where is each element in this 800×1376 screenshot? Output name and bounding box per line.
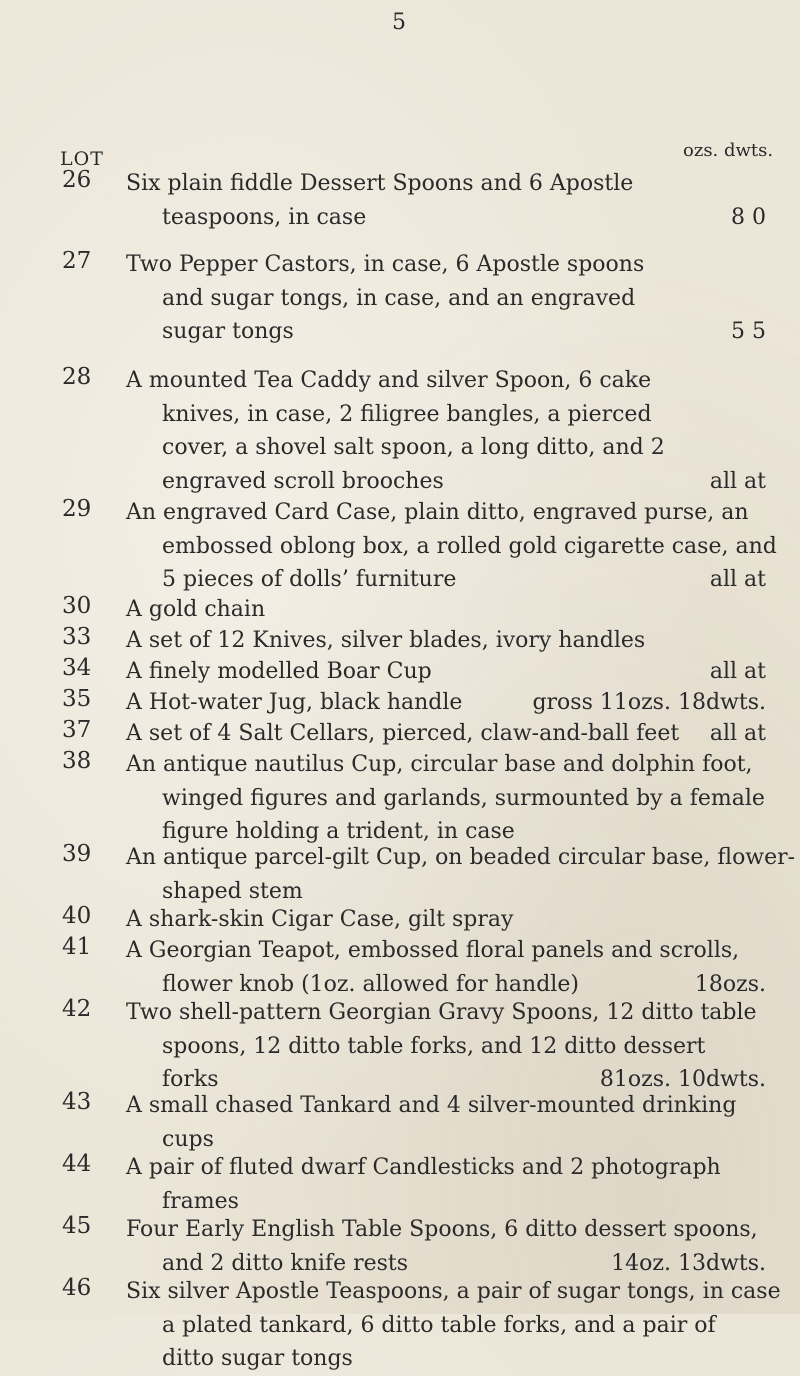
lot-price: 81ozs. 10dwts. [599,1067,766,1092]
description-line: A small chased Tankard and 4 silver-mounted drinking [126,1093,737,1118]
description-line: A set of 4 Salt Cellars, pierced, claw-and-ball feet [126,721,680,746]
description-line: Two shell-pattern Georgian Gravy Spoons, 12 ditto table [126,1000,757,1025]
lot-number: 37 [62,717,92,743]
lot-number: 38 [62,748,92,774]
description-line: A finely modelled Boar Cup [126,659,432,684]
page-number: 5 [392,10,406,35]
lot-number: 39 [62,841,92,867]
lot-number: 42 [62,996,92,1022]
description-line: A gold chain [126,597,266,622]
lot-number: 41 [62,934,92,960]
lot-price: 18ozs. [694,971,766,997]
lot-price: all at [709,567,766,592]
lot-price: 8 0 [731,204,766,230]
description-line: a plated tankard, 6 ditto table forks, and a pair of [162,1312,716,1338]
lot-number: 27 [62,248,92,274]
description-line: A Hot-water Jug, black handle [126,690,463,715]
lot-number: 45 [62,1213,92,1239]
description-line: Six silver Apostle Teaspoons, a pair of sugar tongs, in case [126,1279,781,1304]
description-line: frames [162,1188,239,1214]
lot-price: gross 11ozs. 18dwts. [532,690,766,715]
lot-description [126,593,766,627]
lot-description [126,496,777,597]
lot-number: 30 [62,593,92,619]
lot-description [126,996,766,1097]
description-line: spoons, 12 ditto table forks, and 12 ditto dessert [162,1033,706,1059]
description-line: figure holding a trident, in case [162,819,515,844]
description-line: Four Early English Table Spoons, 6 ditto dessert spoons, [126,1217,758,1242]
lot-price: all at [709,468,766,494]
units-column-heading: ozs. dwts. [683,140,774,161]
description-line: teaspoons, in case [162,204,367,230]
description-line: and 2 ditto knife rests [162,1250,409,1276]
description-line: A mounted Tea Caddy and silver Spoon, 6 cake [126,368,652,393]
description-line: An antique nautilus Cup, circular base and dolphin foot, [126,752,753,777]
description-line: flower knob (1oz. allowed for handle) [162,971,579,997]
description-line: cover, a shovel salt spoon, a long ditto, and 2 [162,435,665,460]
description-line: shaped stem [162,878,303,904]
description-line: A shark-skin Cigar Case, gilt spray [126,907,514,932]
lot-description [126,1275,781,1376]
lot-column-heading: LOT [60,148,104,170]
description-line: Six plain fiddle Dessert Spoons and 6 Apostle [126,171,634,196]
lot-price: 14oz. 13dwts. [611,1250,766,1276]
description-line: knives, in case, 2 filigree bangles, a pierced [162,401,652,427]
description-line: 5 pieces of dolls’ furniture [162,567,457,592]
lot-price: all at [709,659,766,684]
lot-description [126,1213,766,1280]
description-line: A Georgian Teapot, embossed floral panels and scrolls, [126,938,740,963]
lot-description [126,841,796,908]
lot-description [126,686,766,720]
lot-description [126,748,766,849]
description-line: and sugar tongs, in case, and an engraved [162,285,636,311]
lot-description [126,624,766,658]
lot-description [126,167,766,234]
lot-number: 29 [62,496,92,522]
description-line: sugar tongs [162,319,294,344]
description-line: embossed oblong box, a rolled gold cigarette case, and [162,533,777,559]
description-line: cups [162,1126,214,1152]
description-line: A set of 12 Knives, silver blades, ivory handles [126,628,646,653]
lot-number: 44 [62,1151,92,1177]
lot-number: 34 [62,655,92,681]
description-line: forks [162,1067,219,1092]
description-line: An antique parcel-gilt Cup, on beaded circular base, flower- [126,845,796,870]
lot-number: 26 [62,167,92,193]
lot-description [126,1089,766,1156]
lot-number: 43 [62,1089,92,1115]
description-line: Two Pepper Castors, in case, 6 Apostle spoons [126,252,645,277]
lot-description [126,903,766,937]
description-line: winged figures and garlands, surmounted by a female [162,785,765,811]
lot-description [126,934,766,1001]
description-line: ditto sugar tongs [162,1346,353,1371]
lot-number: 28 [62,364,92,390]
lot-description [126,1151,766,1218]
lot-number: 40 [62,903,92,929]
lot-price: all at [709,721,766,746]
description-line: engraved scroll brooches [162,468,444,494]
lot-description [126,248,766,349]
description-line: A pair of fluted dwarf Candlesticks and 2 photograph [126,1155,721,1180]
lot-number: 33 [62,624,92,650]
lot-price: 5 5 [731,319,766,344]
lot-description [126,655,766,689]
lot-description [126,717,766,751]
lot-description [126,364,766,498]
description-line: An engraved Card Case, plain ditto, engraved purse, an [126,500,749,525]
lot-number: 35 [62,686,92,712]
lot-number: 46 [62,1275,92,1301]
